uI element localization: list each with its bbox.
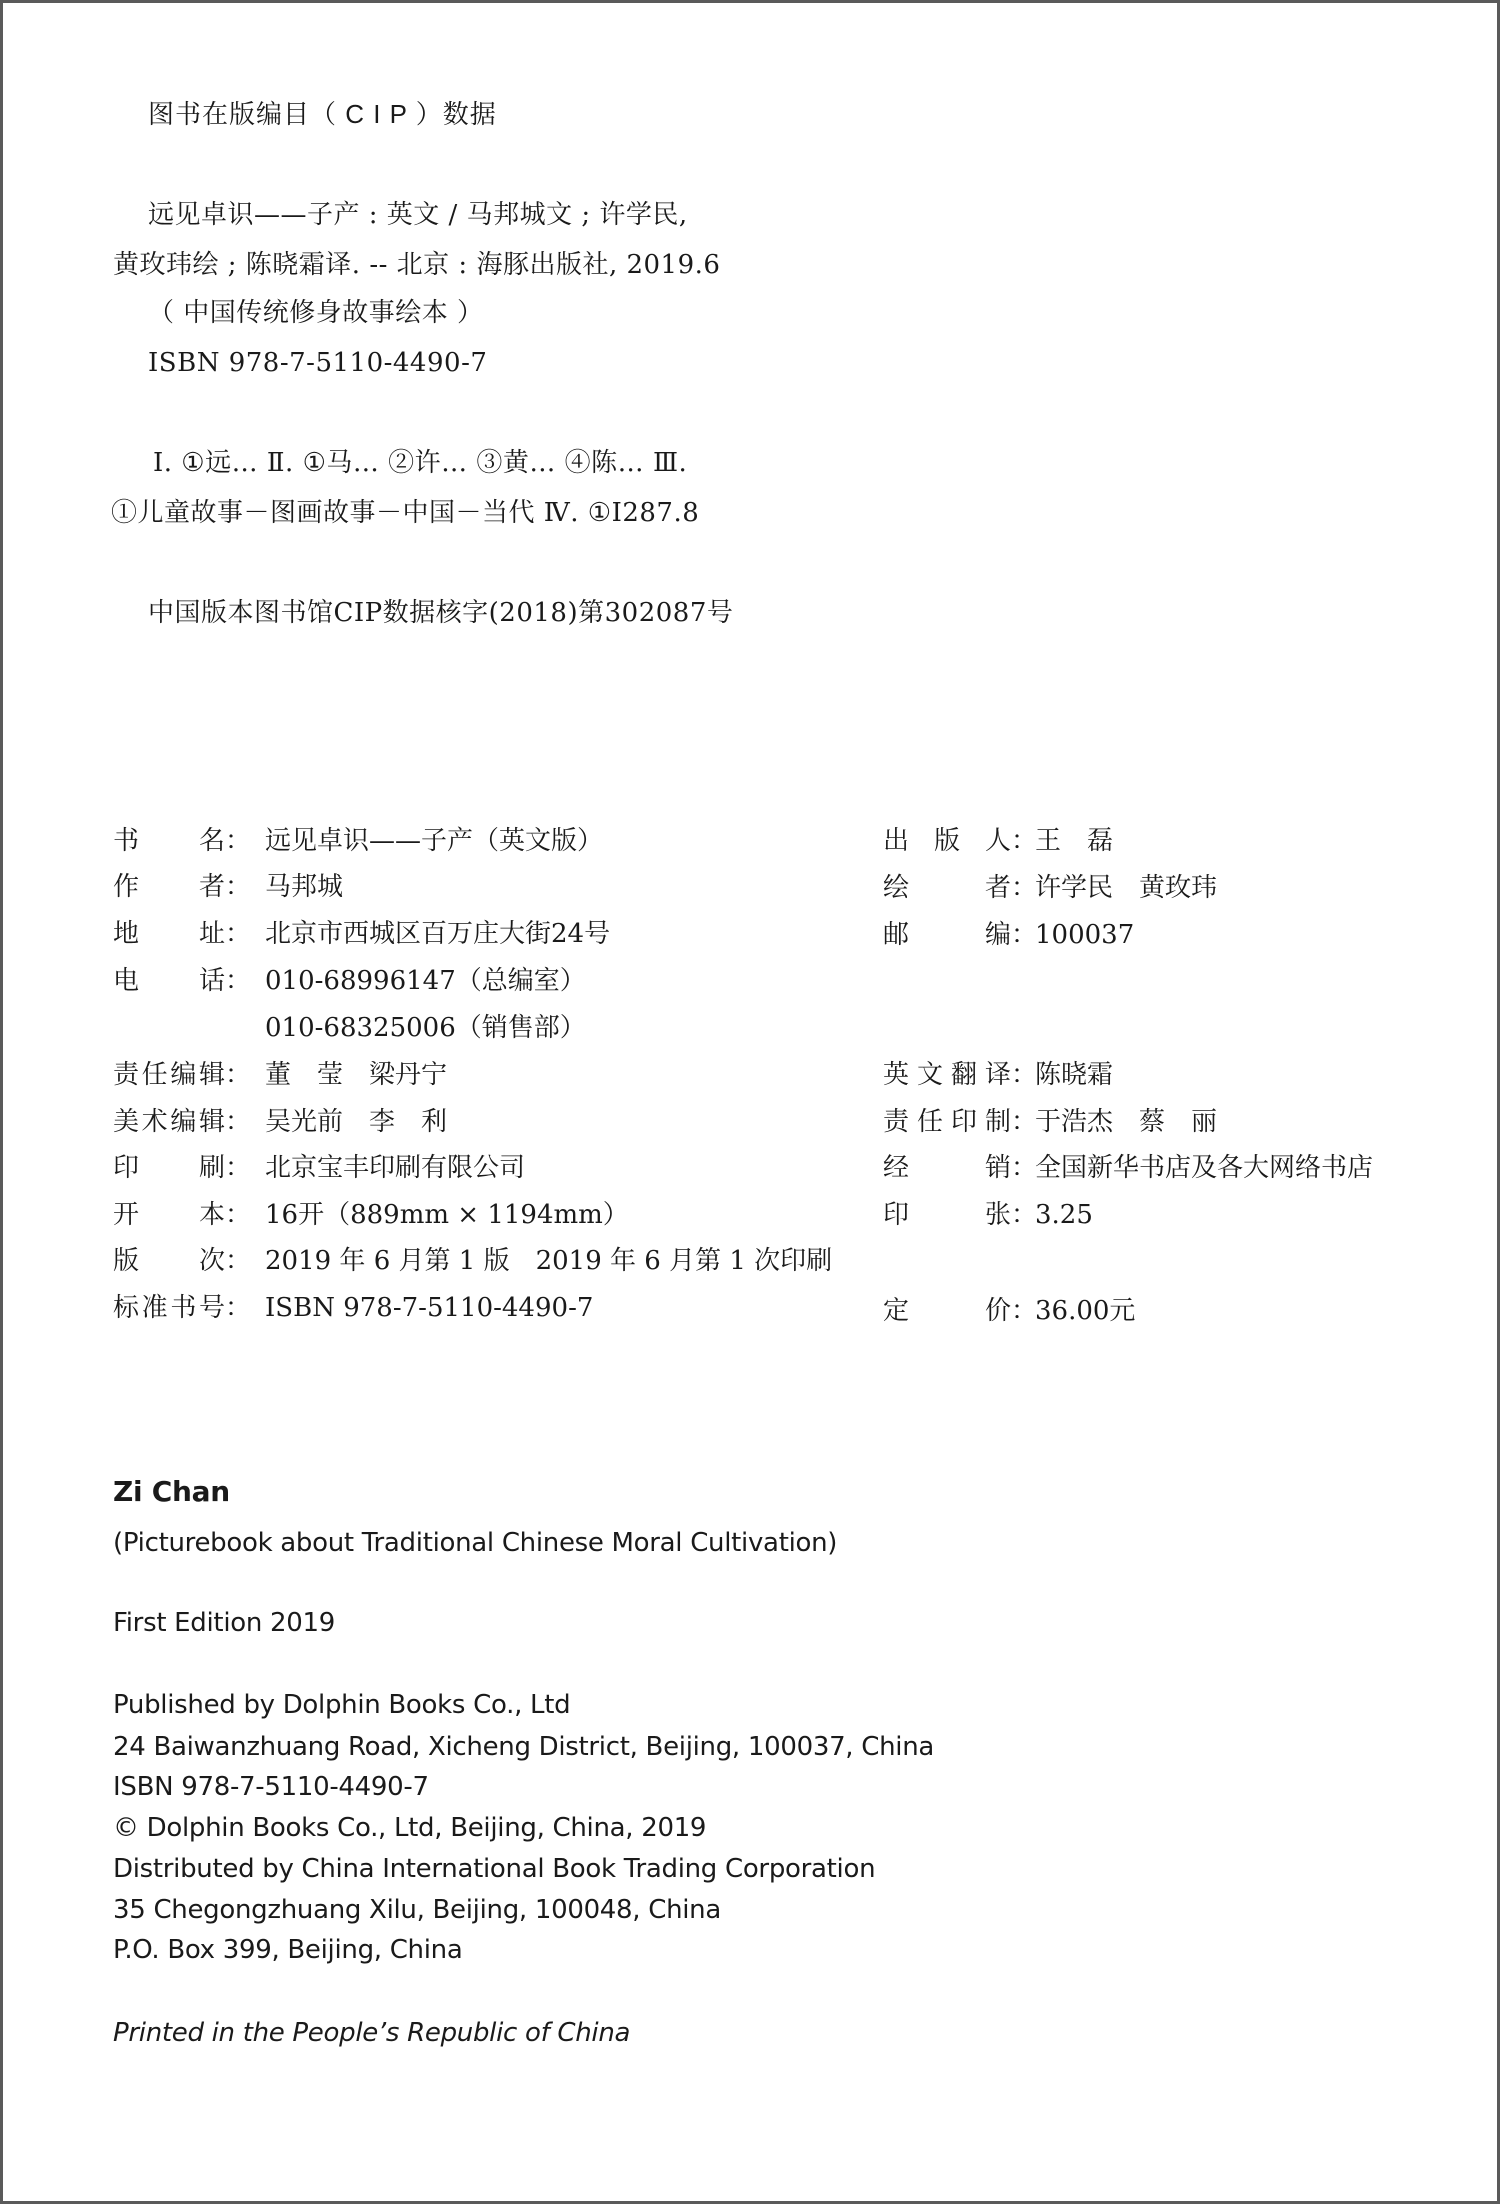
colophon-label: 作者 <box>113 872 225 902</box>
english-title: Zi Chan <box>113 1475 230 1508</box>
colophon-value: 许学民 黄玫玮 <box>1035 873 1218 903</box>
colophon-value: 吴光前 李 利 <box>265 1107 448 1137</box>
colophon-label: 地址 <box>113 919 225 949</box>
colophon-value: 36.00元 <box>1035 1296 1136 1326</box>
colophon-value: 董 莹 梁丹宁 <box>265 1060 448 1090</box>
copyright-page: 图书在版编目（ C I P ）数据 远见卓识——子产 : 英文 / 马邦城文 ; 许学民, 黄玫玮绘 ; 陈晓霜译. -- 北京 : 海豚出版社, 2019.6 （ 中国传统修身故事绘本 ） ISBN 978-7-5110-4490-7 Ⅰ. ①远… Ⅱ. ①马… ②许… ③黄… ④陈… Ⅲ. ①儿童故事－图画故事－中国－当代 Ⅳ. ①I287.8 中国版本图书馆CIP数据核字(2018)第302087号 书名： 远见卓识——子产（英文版） 作者： 马邦城 地址： 北京市西城区百万庄大街24号 电话： 010-68996147（总编室） 010-68325006（销售部） 责任编辑： 董 莹 梁丹宁 美术编辑： 吴光前 李 利 印刷： 北京宝丰印刷有限公司 开本： 16开（889mm × 1194mm） 版次： 2019 年 6 月第 1 版 2019 年 6 月第 1 次印刷 标准书号： ISBN 978-7-5110-4490-7 出版人： 王 磊 绘者： 许学民 黄玫玮 邮编： 100037 英文翻译： 陈晓霜 责任印制： 于浩杰 蔡 丽 经销： 全国新华书店及各大网络书店 印张： 3.25 定价： 36.00元 Zi Chan (Picturebook about Traditional Chinese Moral Cultivation) First Edition 2019 Published by Dolphin Books Co., Ltd 24 Baiwanzhuang Road, Xicheng District, Beijing, 100037, China ISBN 978-7-5110-4490-7 © Dolphin Books Co., Ltd, Beijing, China, 2019 Distributed by China International Book Trading Corporation 35 Chegongzhuang Xilu, Beijing, 100048, China P.O. Box 399, Beijing, China Printed in the People’s Republic of China <box>0 0 1500 2204</box>
colophon-value: ISBN 978-7-5110-4490-7 <box>265 1293 594 1323</box>
colophon-label: 印张 <box>883 1200 1011 1230</box>
colophon-value: 010-68325006（销售部） <box>265 1013 586 1043</box>
distributor-line: Distributed by China International Book Trading Corporation <box>113 1854 876 1884</box>
cip-heading: 图书在版编目（ C I P ）数据 <box>148 99 497 129</box>
colophon-label: 版次 <box>113 1246 225 1276</box>
colophon-value: 王 磊 <box>1035 826 1114 856</box>
cip-classification-line-1: Ⅰ. ①远… Ⅱ. ①马… ②许… ③黄… ④陈… Ⅲ. <box>153 448 688 478</box>
colophon-label: 经销 <box>883 1153 1011 1183</box>
publisher-line: Published by Dolphin Books Co., Ltd <box>113 1690 571 1720</box>
cip-isbn: ISBN 978-7-5110-4490-7 <box>148 348 488 378</box>
colophon-value: 远见卓识——子产（英文版） <box>265 826 604 856</box>
colophon-label: 出版人 <box>883 826 1011 856</box>
colophon-label: 责任编辑 <box>113 1060 225 1090</box>
colophon-label: 绘者 <box>883 873 1011 903</box>
colophon-value: 全国新华书店及各大网络书店 <box>1035 1153 1374 1183</box>
colophon-value: 北京宝丰印刷有限公司 <box>265 1153 526 1183</box>
cip-verification-number: 中国版本图书馆CIP数据核字(2018)第302087号 <box>148 598 734 628</box>
cip-series: （ 中国传统修身故事绘本 ） <box>148 298 484 328</box>
colophon-label: 邮编 <box>883 920 1011 950</box>
english-isbn: ISBN 978-7-5110-4490-7 <box>113 1772 429 1802</box>
colophon-value: 3.25 <box>1035 1200 1093 1230</box>
colophon-label: 标准书号 <box>113 1293 225 1323</box>
distributor-address: 35 Chegongzhuang Xilu, Beijing, 100048, China <box>113 1895 721 1925</box>
colophon-label: 定价 <box>883 1296 1011 1326</box>
english-edition: First Edition 2019 <box>113 1608 335 1638</box>
colophon-label: 责任印制 <box>883 1107 1011 1137</box>
colophon-label: 书名 <box>113 826 225 856</box>
publisher-address: 24 Baiwanzhuang Road, Xicheng District, Beijing, 100037, China <box>113 1732 935 1762</box>
po-box-line: P.O. Box 399, Beijing, China <box>113 1935 463 1965</box>
cip-entry-line-2: 黄玫玮绘 ; 陈晓霜译. -- 北京 : 海豚出版社, 2019.6 <box>113 250 721 280</box>
colophon-label: 电话 <box>113 966 225 996</box>
colophon-label: 英文翻译 <box>883 1060 1011 1090</box>
cip-classification-line-2: ①儿童故事－图画故事－中国－当代 Ⅳ. ①I287.8 <box>111 498 700 528</box>
english-subtitle: (Picturebook about Traditional Chinese Moral Cultivation) <box>113 1528 838 1558</box>
colophon-label: 印刷 <box>113 1153 225 1183</box>
colophon-label: 美术编辑 <box>113 1107 225 1137</box>
colophon-value: 100037 <box>1035 920 1135 950</box>
printed-in-line: Printed in the People’s Republic of China <box>113 2018 631 2048</box>
colophon-value: 2019 年 6 月第 1 版 2019 年 6 月第 1 次印刷 <box>265 1246 833 1276</box>
colophon-label: 开本 <box>113 1200 225 1230</box>
colophon-value: 马邦城 <box>265 872 344 902</box>
cip-entry-line-1: 远见卓识——子产 : 英文 / 马邦城文 ; 许学民, <box>148 200 688 230</box>
colophon-value: 于浩杰 蔡 丽 <box>1035 1107 1218 1137</box>
copyright-line: © Dolphin Books Co., Ltd, Beijing, China, 2019 <box>113 1813 707 1843</box>
colophon-value: 010-68996147（总编室） <box>265 966 586 996</box>
colophon-value: 陈晓霜 <box>1035 1060 1114 1090</box>
colophon-value: 16开（889mm × 1194mm） <box>265 1200 629 1230</box>
colophon-value: 北京市西城区百万庄大街24号 <box>265 919 611 949</box>
